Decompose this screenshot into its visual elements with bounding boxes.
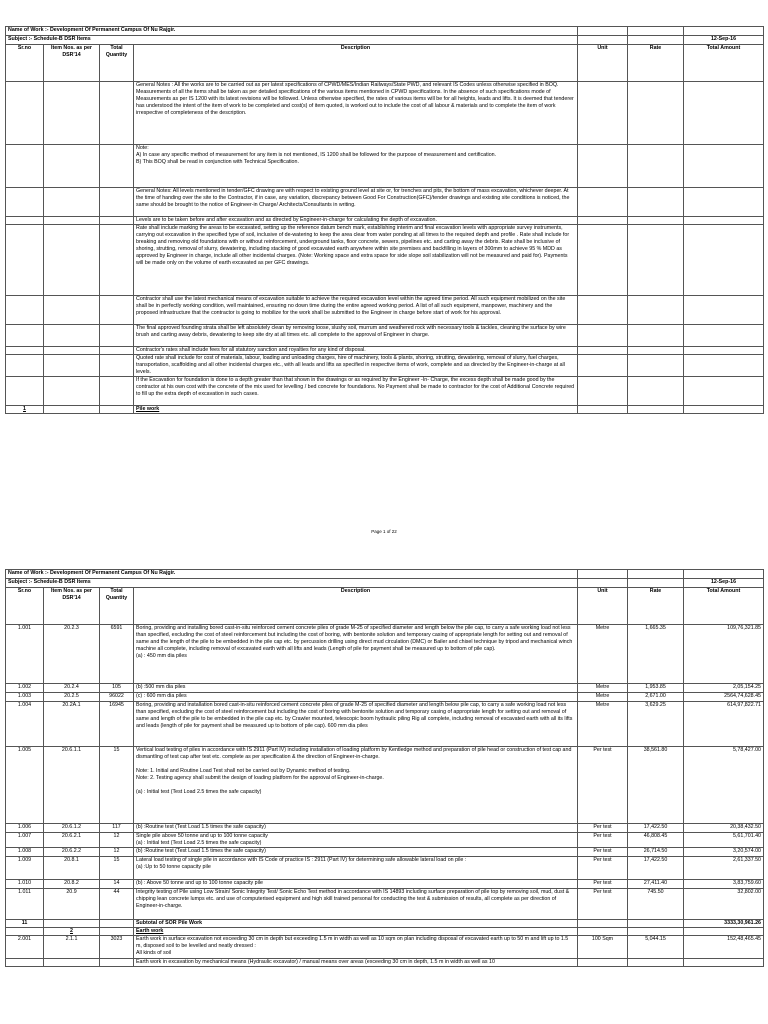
subtotal-srno: 11	[6, 920, 44, 928]
row-unit: Metre	[578, 702, 628, 747]
row-unit: Per test	[578, 857, 628, 880]
row-srno: 1.005	[6, 747, 44, 824]
row-rate: 745.50	[628, 889, 684, 920]
row-desc: Boring, providing and installing bored cast-in-situ reinforced cement concrete piles of grade M-25 of specified diameter and length below the pile cap, to carry a safe working load not less than specified, excluding the cost of steel reinforcement but including the cost of boring, with bentonite solution and temporary casing of appropriate length for setting out and removal of same and the length of the pile to be embedded in the pile cap etc. by percussion drilling using direct mud circulation (DMC) or Bailer and chisel technique by tripod and mechanical winch machine all complete, including removal of excavated earth with all lifts and leads (Length of pile for payment shall be measured up to bottom of pile cap). (a) : 450 mm dia piles	[134, 625, 578, 684]
row-amount: 5,61,701.40	[684, 833, 764, 848]
note-levels-excavation: Levels are to be taken before and after excavation and as directed by Engineer-in-charge for calculating the depth of excavation.	[134, 217, 578, 225]
row-unit: Metre	[578, 693, 628, 702]
row-rate: 27,411.40	[628, 880, 684, 889]
name-of-work: Name of Work :- Development Of Permanent Campus Of Nu Rajgir.	[6, 570, 578, 579]
row-srno: 1.003	[6, 693, 44, 702]
row-item: 2.1.1	[44, 936, 100, 959]
table-row	[6, 625, 764, 684]
row-unit: Per test	[578, 833, 628, 848]
row-qty: 12	[100, 848, 134, 857]
row-qty: 14	[100, 880, 134, 889]
row-unit: Per test	[578, 824, 628, 833]
row-item: 20.8.1	[44, 857, 100, 880]
col-qty: Total Quantity	[100, 588, 134, 625]
row-item: 20.6.2.1	[44, 833, 100, 848]
note-excess-excavation: If the Excavation for foundation is done to a depth greater than that shown in the drawings or as required by the Engineer -In- Charge, the excess depth shall be made good by the contractor at his own cost with the concrete of the mix used for levelling / bed concrete for foundations. No Payment shall be made to contractor for the cost of Additional Concrete required to fill up the extra depth of excavation in such cases.	[134, 377, 578, 406]
name-of-work: Name of Work :- Development Of Permanent Campus Of Nu Rajgir.	[6, 27, 578, 36]
row-qty: 117	[100, 824, 134, 833]
note-quoted-rate: Quoted rate shall include for cost of materials, labour, loading and unloading charges, hire of machinery, tools & plants, shoring, strutting, dewatering, removal of slurry, fuel charges, transportation, scaffolding and all other incidental charges etc., with all leads and lifts as specified in respective items of work, complete and as directed by the Engineer-in-charge at all levels.	[134, 355, 578, 377]
row-unit: 100 Sqm	[578, 936, 628, 959]
row-desc: (c) : 600 mm dia piles	[134, 693, 578, 702]
row-rate: 17,422.50	[628, 857, 684, 880]
table-row	[6, 684, 764, 693]
row-item: 20.2.3	[44, 625, 100, 684]
date: 12-Sep-16	[684, 36, 764, 45]
row-qty: 44	[100, 889, 134, 920]
col-srno: Sr.no	[6, 588, 44, 625]
date: 12-Sep-16	[684, 579, 764, 588]
table-row	[6, 833, 764, 848]
note-rate-includes: Rate shall include marking the areas to be excavated, setting up the reference datum bench mark, establishing interim and final excavation levels with appropriate survey instruments, carrying out excavation in the specified type of soil, inclusive of de-watering to keep the area clear from water ponding at all times to the required depth and profile . Rate shall include for breaking and removing old foundations with or without reinforcement, underground tanks, floor concrete, sewers, pipelines etc. and carting away the debris. Rate shall be inclusive of shoring, strutting, removal of slurry, dewatering, including stacking of good excavated earth anywhere within site premises and backfilling in layers of 300mm to achieve 95 % MDD as approved by Engineer in charge, include all other incidental charges. (Note: Working space and extra space for side slope soil stabilization will not be measured and paid for). Payments will be made only on the volume of earth excavated as per GFC drawings.	[134, 225, 578, 296]
row-desc: Lateral load testing of single pile in accordance with IS Code of practice IS : 2911 (Part IV) for determining safe allowable lateral load on pile : (a) :Up to 50 tonne capacity pile	[134, 857, 578, 880]
row-qty: 12	[100, 833, 134, 848]
col-qty: Total Quantity	[100, 45, 134, 82]
row-amount: 5,78,427.00	[684, 747, 764, 824]
row-qty: 3023	[100, 936, 134, 959]
row-item: 20.6.1.1	[44, 747, 100, 824]
row-srno: 1.001	[6, 625, 44, 684]
col-amount: Total Amount	[684, 45, 764, 82]
row-amount: 3,83,759.60	[684, 880, 764, 889]
col-rate: Rate	[628, 588, 684, 625]
row-amount: 2564,74,628.45	[684, 693, 764, 702]
row-desc: Boring, providing and installation bored cast-in-situ reinforced cement concrete piles of grade M-25 of specified diameter and length below pile cap, to carry a safe working load not less than specified, excluding the cost of steel reinforcement but including the cost of boring with bentonite solution and temporary casing of appropriate length for setting out and removal of same and length of the pile to be embedded in the pile cap etc. by Crawler mounted, telescopic boom hydraulic piling Rig all complete, including removal of excavated earth with all its lifts and leads (length of pile for payment shall be measured up to bottom of pile cap). 600 mm dia piles	[134, 702, 578, 747]
row-desc: (b) :500 mm dia piles	[134, 684, 578, 693]
sheet-page-1	[5, 26, 763, 414]
row-srno: 1.002	[6, 684, 44, 693]
row-desc: Single pile above 50 tonne and up to 100 tonne capacity (a) : Initial test (Test Load 2.5 times the safe capacity)	[134, 833, 578, 848]
row-qty: 105	[100, 684, 134, 693]
row-rate: 38,561.80	[628, 747, 684, 824]
row-srno: 1.008	[6, 848, 44, 857]
row-qty: 6591	[100, 625, 134, 684]
row-item: 20.9	[44, 889, 100, 920]
boq-table-page-1	[5, 26, 764, 414]
col-amount: Total Amount	[684, 588, 764, 625]
sheet-page-2	[5, 569, 763, 967]
table-row	[6, 824, 764, 833]
row-srno: 1.004	[6, 702, 44, 747]
table-row	[6, 857, 764, 880]
row-desc: Vertical load testing of piles in accordance with IS 2911 (Part IV) including installation of loading platform by Kentledge method and preparation of pile head or construction of test cap and dismantling of test cap after test etc. complete as per specification & the direction of Engineer-in-charge. Note: 1. Initial and Routine Load Test shall not be carried out by Dynamic method of testing. Note: 2. Testing agency shall submit the design of loading platform for the approval of Engineer-in-charge. (a) : Initial test (Test Load 2.5 times the safe capacity)	[134, 747, 578, 824]
row-srno: 1.009	[6, 857, 44, 880]
table-row	[6, 848, 764, 857]
row-amount: 2,61,337.50	[684, 857, 764, 880]
row-amount: 2,05,154.25	[684, 684, 764, 693]
row-amount: 20,38,432.50	[684, 824, 764, 833]
row-item: 20.8.2	[44, 880, 100, 889]
note-equipment: Contractor shall use the latest mechanical means of excavation suitable to achieve the required excavation level within the agreed time period. All such equipment mobilized on the site shall be in perfectly working condition, well maintained, ensuring no down time during the entire agreed working period. A list of all such equipment, manpower, machinery and the proposed infrastructure that the contractor is going to mobilize for the work shall be submitted to the Engineer in charge before start of work for his approval.	[134, 296, 578, 325]
table-row	[6, 747, 764, 824]
row-rate: 5,044.15	[628, 936, 684, 959]
row-unit: Per test	[578, 747, 628, 824]
row-srno: 1.011	[6, 889, 44, 920]
row-unit: Metre	[578, 625, 628, 684]
row-rate: 46,808.45	[628, 833, 684, 848]
col-srno: Sr.no	[6, 45, 44, 82]
table-row	[6, 702, 764, 747]
subject: Subject :- Schedule-B DSR Items	[6, 579, 578, 588]
section-srno: 1	[6, 406, 44, 414]
row-unit: Per test	[578, 848, 628, 857]
note-measurement: Note: A) In case any specific method of measurement for any item is not mentioned, IS 1200 shall be followed for the purpose of measurement and certification. B) This BOQ shall be read in conjunction with Technical Specification.	[134, 145, 578, 188]
table-row	[6, 693, 764, 702]
row-srno: 1.006	[6, 824, 44, 833]
row-amount: 614,97,822.71	[684, 702, 764, 747]
row-rate: 26,714.50	[628, 848, 684, 857]
cut-off-row: Earth work in excavation by mechanical means (Hydraulic excavator) / manual means over areas (exceeding 30 cm in depth, 1.5 m in width as well as 10	[134, 959, 578, 967]
note-founding-strata: The final approved founding strata shall be left absolutely clean by removing loose, slushy soil, murrum and weathered rock with necessary tools & tackles, cleaning the surface by wire brush and carting away debris, dewatering to keep site dry at all times etc. all complete to the approval of Engineer in charge.	[134, 325, 578, 347]
row-amount: 152,48,465.45	[684, 936, 764, 959]
row-desc: (b) : Above 50 tonne and up to 100 tonne capacity pile	[134, 880, 578, 889]
row-qty: 15	[100, 747, 134, 824]
row-qty: 15	[100, 857, 134, 880]
row-item: 20.2.5	[44, 693, 100, 702]
row-item: 20.6.1.2	[44, 824, 100, 833]
subject: Subject :- Schedule-B DSR Items	[6, 36, 578, 45]
row-item: 20.2A.1	[44, 702, 100, 747]
row-srno: 1.007	[6, 833, 44, 848]
subtotal-label: Subtotal of SOR Pile Work	[134, 920, 578, 928]
row-amount: 32,802.00	[684, 889, 764, 920]
row-qty: 16945	[100, 702, 134, 747]
row-srno: 1.010	[6, 880, 44, 889]
subtotal-amount: 3333,30,961.26	[684, 920, 764, 928]
page-number: Page 1 of 22	[371, 529, 397, 534]
section2-srno: 2	[44, 928, 100, 936]
col-item: Item Nos. as per DSR'14	[44, 588, 100, 625]
col-desc: Description	[134, 588, 578, 625]
row-rate: 1,665.35	[628, 625, 684, 684]
boq-table-page-2	[5, 569, 764, 967]
row-rate: 1,953.85	[628, 684, 684, 693]
general-notes: General Notes : All the works are to be carried out as per latest specifications of CPWD/MES/Indian Railways/State PWD, and relevant IS Codes unless otherwise specified in BOQ. Measurements of all the items shall be taken as per detailed specifications of the various items mentioned in CPWD specifications. In the absence of such specifications mode of Measurements as per IS 1200 with its latest revisions will be followed. Unless otherwise specified, the rates of various items will be for all heights, leads and lifts. It is deemed that tenderer has understood the intent of the item of work to be completed and cost(s) of item quoted, is worked out to include the cost of all labour & materials and to complete the item of work irrespective of completeness of the description.	[134, 82, 578, 145]
pile-work-rows	[6, 625, 764, 920]
col-unit: Unit	[578, 45, 628, 82]
section2-title: Earth work	[134, 928, 578, 936]
section-title: Pile work	[134, 406, 578, 414]
row-item: 20.6.2.2	[44, 848, 100, 857]
row-unit: Metre	[578, 684, 628, 693]
table-row	[6, 880, 764, 889]
row-amount: 3,20,574.00	[684, 848, 764, 857]
col-item: Item Nos. as per DSR'14	[44, 45, 100, 82]
table-row	[6, 889, 764, 920]
note-statutory-fees: Contractor's rates shall include fees for all statutory sanction and royalties for any kind of disposal.	[134, 347, 578, 355]
general-notes-levels: General Notes: All levels mentioned in tender/GFC drawing are with respect to existing ground level at site or, for trenches and pits, the bottom of mass excavation, whichever deeper. At the time of handing over the site to the Contractor, if in case, any variation, discrepancy between Good For Construction(GFC)/tender drawings and existing site conditions is noticed, the same should be brought to the notice of Engineer-in Charge/ Architects/Consultants in writing.	[134, 188, 578, 217]
row-unit: Per test	[578, 889, 628, 920]
row-srno: 2.001	[6, 936, 44, 959]
row-item: 20.2.4	[44, 684, 100, 693]
col-rate: Rate	[628, 45, 684, 82]
row-amount: 109,76,321.85	[684, 625, 764, 684]
row-unit: Per test	[578, 880, 628, 889]
row-rate: 17,422.50	[628, 824, 684, 833]
row-rate: 3,629.25	[628, 702, 684, 747]
col-unit: Unit	[578, 588, 628, 625]
row-rate: 2,671.00	[628, 693, 684, 702]
col-desc: Description	[134, 45, 578, 82]
row-desc: Earth work in surface excavation not exceeding 30 cm in depth but exceeding 1.5 m in width as well as 10 sqm on plan including disposal of excavated earth up to 50 m and lift up to 1.5 m, disposed soil to be levelled and neatly dressed : All kinds of soil	[134, 936, 578, 959]
row-desc: (b) :Routine test (Test Load 1.5 times the safe capacity)	[134, 824, 578, 833]
row-desc: Integrity testing of Pile using Low Strain/ Sonic Integrity Test/ Sonic Echo Test method in accordance with IS 14893 including surface preparation of pile top by removing soil, mud, dust & chipping lean concrete lumps etc. and use of computerised equipment and high skill trained personal for conducting the test & submission of results, all complete as per direction of Engineer-in-charge.	[134, 889, 578, 920]
row-qty: 96022	[100, 693, 134, 702]
row-desc: (b) :Routine test (Test Load 1.5 times the safe capacity)	[134, 848, 578, 857]
